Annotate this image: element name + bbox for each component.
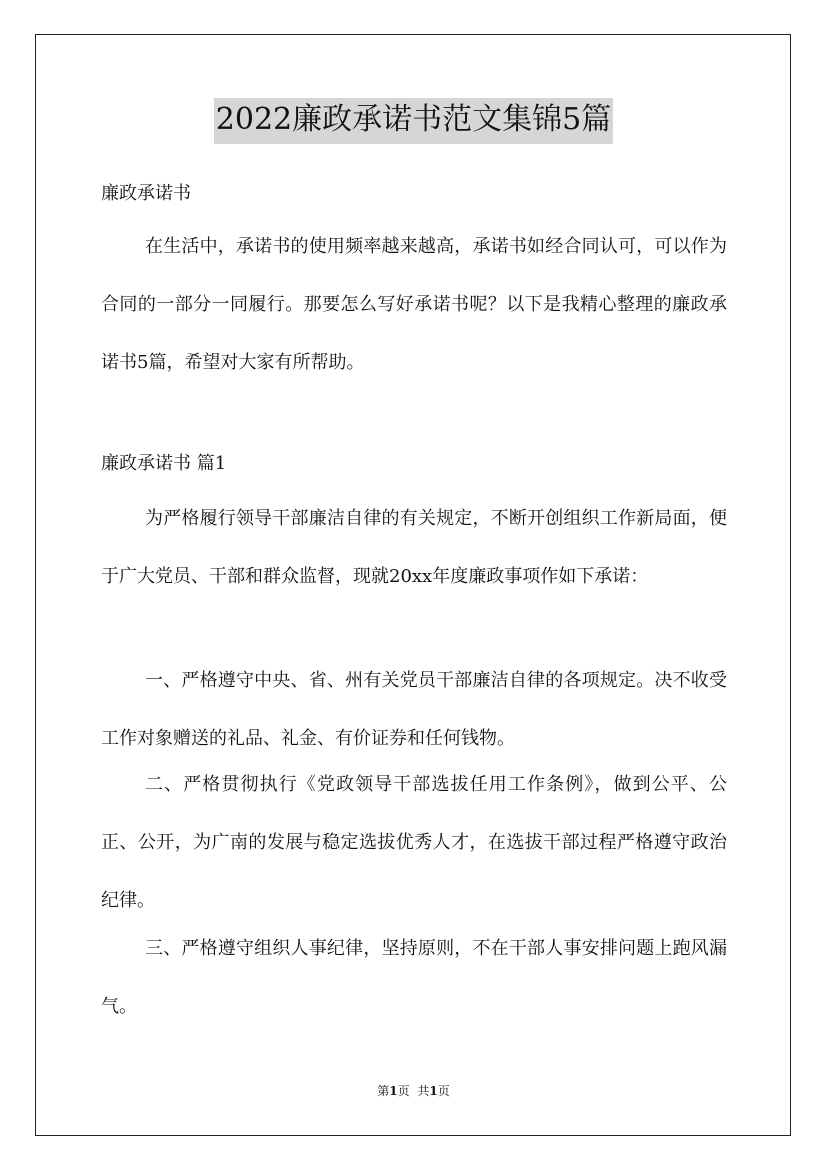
intro-paragraph: 在生活中，承诺书的使用频率越来越高，承诺书如经合同认可，可以作为合同的一部分一同履行。那要怎么写好承诺书呢？以下是我精心整理的廉政承诺书5篇，希望对大家有所帮助。 (101, 236, 727, 373)
paragraph-2: 一、严格遵守中央、省、州有关党员干部廉洁自律的各项规定。决不收受工作对象赠送的礼品、礼金、有价证券和任何钱物。 (101, 670, 727, 749)
total-label-suffix: 页 (437, 1084, 450, 1098)
chapter-heading: 廉政承诺书 篇1 (101, 453, 227, 474)
page-number: 1 (389, 1084, 398, 1098)
page-footer (0, 1082, 827, 1100)
paragraph-4: 三、严格遵守组织人事纪律，坚持原则，不在干部人事安排问题上跑风漏气。 (101, 938, 727, 1017)
total-pages: 1 (429, 1084, 438, 1098)
total-label-prefix: 共 (417, 1084, 430, 1098)
page-label-prefix: 第 (377, 1084, 390, 1098)
paragraph-3: 二、严格贯彻执行《党政领导干部选拔任用工作条例》，做到公平、公正、公开，为广南的发展与稳定选拔优秀人才，在选拔干部过程严格遵守政治纪律。 (101, 774, 727, 911)
section-heading: 廉政承诺书 (101, 183, 191, 204)
page-label-suffix: 页 (397, 1084, 410, 1098)
title-container (0, 98, 827, 144)
document-title: 2022廉政承诺书范文集锦5篇 (214, 98, 613, 144)
paragraph-1: 为严格履行领导干部廉洁自律的有关规定，不断开创组织工作新局面，便于广大党员、干部和群众监督，现就20xx年度廉政事项作如下承诺： (101, 508, 727, 587)
